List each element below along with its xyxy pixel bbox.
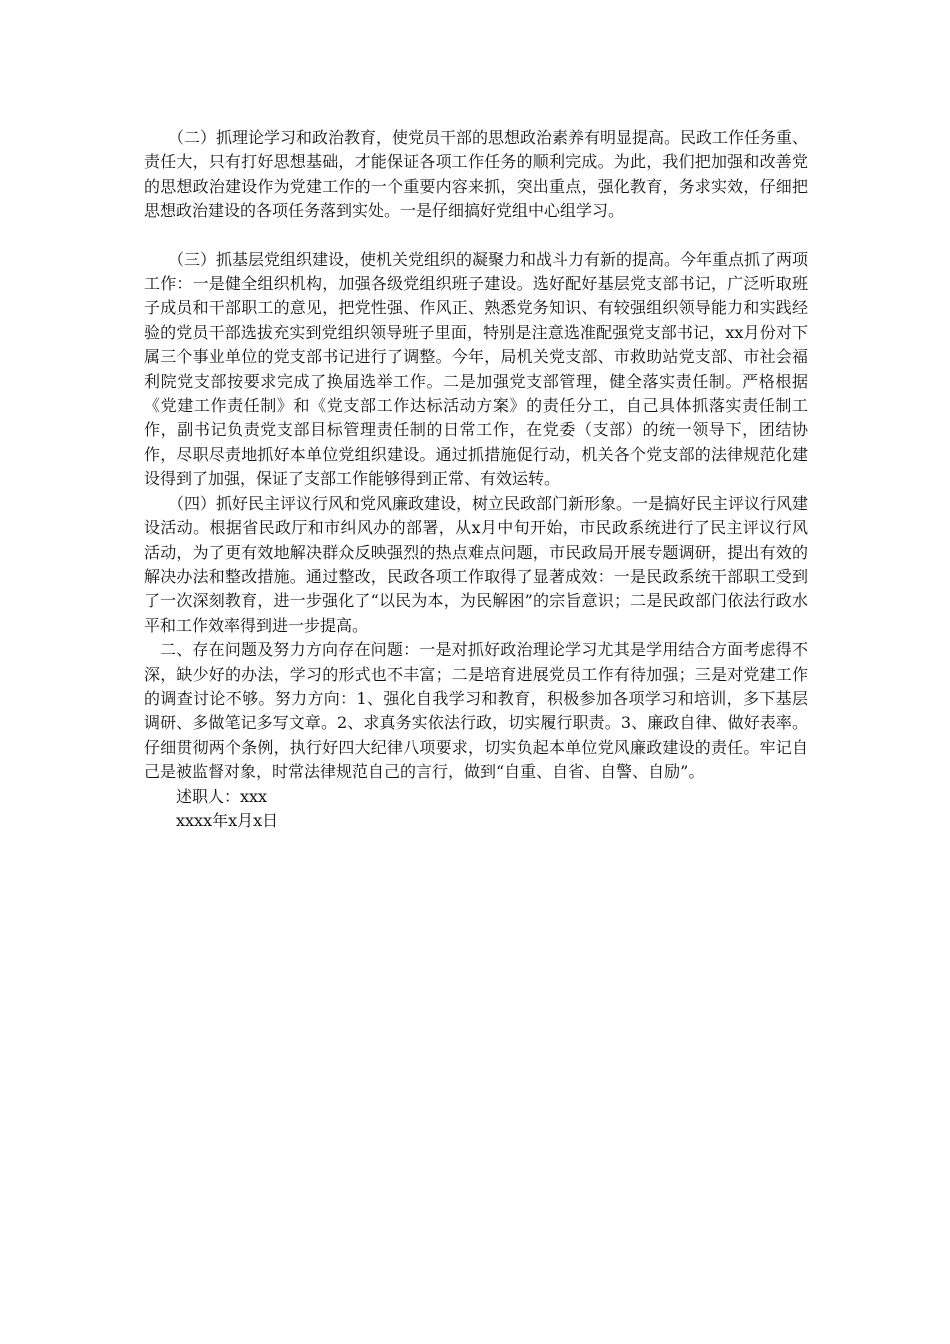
paragraph-democratic-appraisal: （四）抓好民主评议行风和党风廉政建设，树立民政部门新形象。一是搞好民主评议行风建设活动。根据省民政厅和市纠风办的部署，从x月中旬开始，市民政系统进行了民主评议行风活动，为了更有效地解决群众反映强烈的热点难点问题，市民政局开展专题调研，提出有效的解决办法和整改措施。通过整改，民政各项工作取得了显著成效：一是民政系统干部职工受到了一次深刻教育，进一步强化了“以民为本，为民解困”的宗旨意识；二是民政部门依法行政水平和工作效率得到进一步提高。 [144, 493, 809, 635]
paragraph-theory-study: （二）抓理论学习和政治教育，使党员干部的思想政治素养有明显提高。民政工作任务重、责任大，只有打好思想基础，才能保证各项工作任务的顺利完成。为此，我们把加强和改善党的思想政治建设作为党建工作的一个重要内容来抓，突出重点，强化教育，务求实效，仔细把思想政治建设的各项任务落到实处。一是仔细搞好党组中心组学习。 [144, 128, 809, 221]
date-line: xxxx年x月x日 [176, 810, 279, 830]
signature-line: 述职人：xxx [176, 786, 268, 806]
paragraph-spacer [144, 224, 808, 248]
paragraph-grassroots-organization: （三）抓基层党组织建设，使机关党组织的凝聚力和战斗力有新的提高。今年重点抓了两项工作：一是健全组织机构，加强各级党组织班子建设。选好配好基层党支部书记，广泛听取班子成员和干部职工的意见，把党性强、作风正、熟悉党务知识、有较强组织领导能力和实践经验的党员干部选拔充实到党组织领导班子里面，特别是注意选准配强党支部书记，xx月份对下属三个事业单位的党支部书记进行了调整。今年，局机关党支部、市救助站党支部、市社会福利院党支部按要求完成了换届选举工作。二是加强党支部管理，健全落实责任制。严格根据《党建工作责任制》和《党支部工作达标活动方案》的责任分工，自己具体抓落实责任制工作，副书记负责党支部目标管理责任制的日常工作，在党委（支部）的统一领导下，团结协作，尽职尽责地抓好本单位党组织建设。通过抓措施促行动，机关各个党支部的法律规范化建设得到了加强，保证了支部工作能够得到正常、有效运转。 [144, 249, 809, 489]
paragraph-problems-and-direction: 二、存在问题及努力方向存在问题：一是对抓好政治理论学习尤其是学用结合方面考虑得不深，缺少好的办法，学习的形式也不丰富；二是培育进展党员工作有待加强；三是对党建工作的调查讨论不够。努力方向：1、强化自我学习和教育，积极参加各项学习和培训，多下基层调研、多做笔记多写文章。2、求真务实依法行政，切实履行职责。3、廉政自律、做好表率。仔细贯彻两个条例，执行好四大纪律八项要求，切实负起本单位党风廉政建设的责任。牢记自己是被监督对象，时常法律规范自己的言行，做到“自重、自省、自警、自励”。 [144, 640, 808, 782]
document-body [144, 126, 808, 833]
